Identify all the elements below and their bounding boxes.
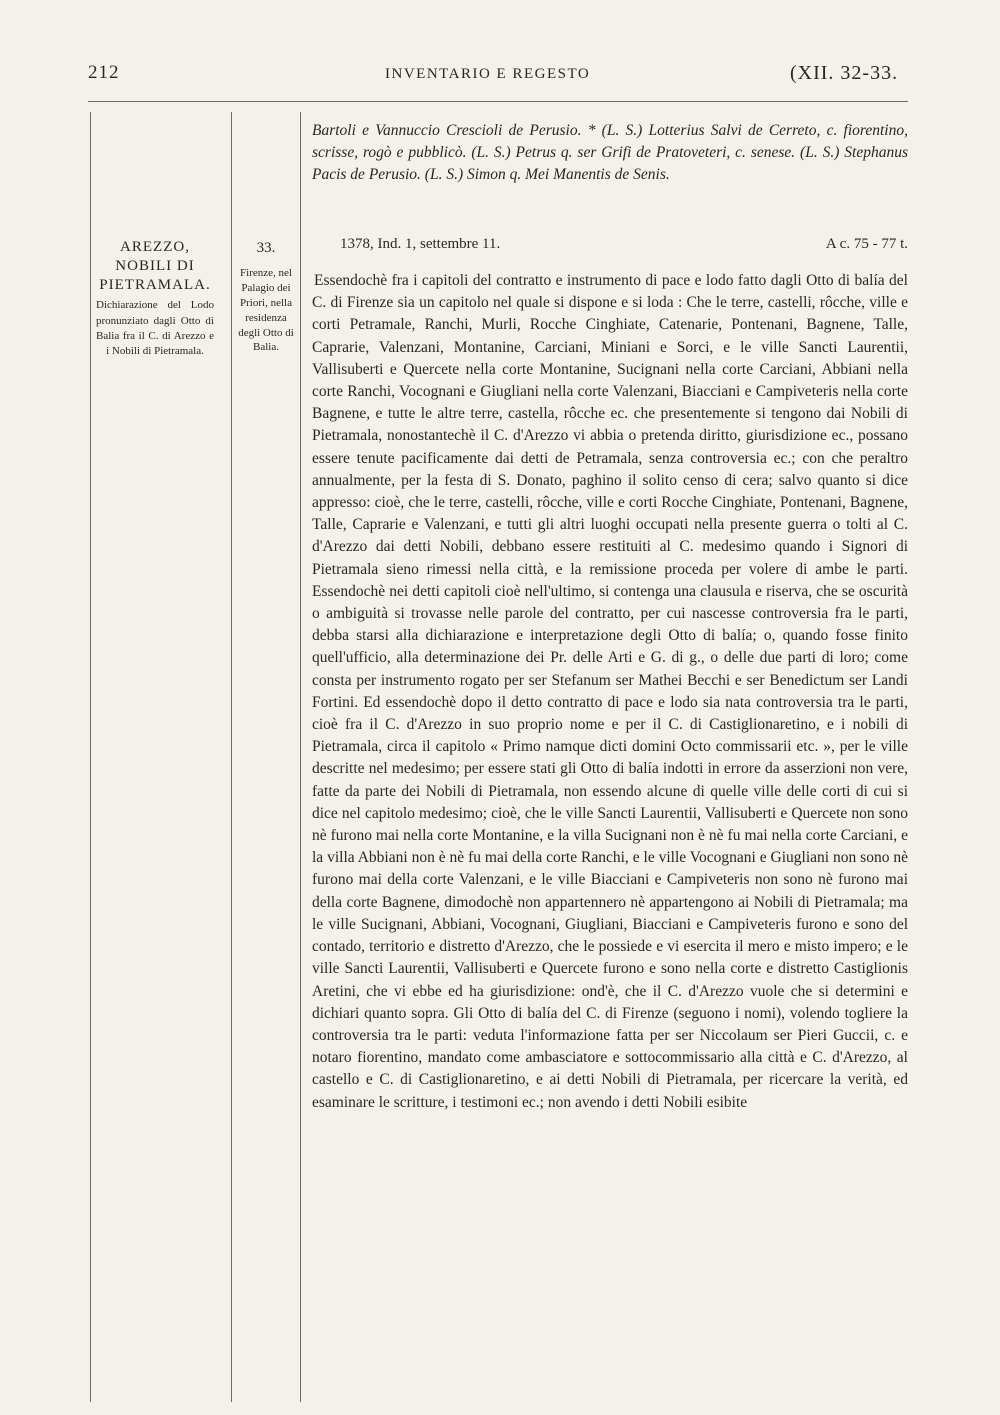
entry-body [312, 270, 908, 1114]
entry-archive-reference: A c. 75 - 77 t. [825, 236, 908, 252]
entry-paragraph: Essendochè fra i capitoli del contratto e instrumento di pace e lodo fatto dagli Otto di balía del C. di Firenze sia un capitolo nel quale si dispone e si loda : Che le terre, castelli, rôcche, ville e corti Petramale, Ranchi, Murli, Rocche Cinghiate, Catenarie, Pontenani, Bagnene, Talle, Caprarie, Valenzani, Montanine, Carciani, Miniani e Sorci, e le ville Sancti Laurentii, Vallisuberti e Quercete nella corte Montanine, Sucignani nella corte Carciani, Abbiani nella corte Ranchi, Vocognani e Giugliani nella corte Valenzani, Biacciani e Campiveteris nella corte Bagnene, e tutte le altre terre, castella, rôcche ec. che presentemente si tengono dai Nobili di Pietramala, nonostantechè il C. d'Arezzo vi abbia o pretenda diritto, giurisdizione ec., possano essere tenute pacificamente dai detti de Petramala, senza controversia ec.; con che peraltro annualmente, per la festa di S. Donato, paghino il solito censo di cera; salvo quanto si dice appresso: cioè, che le terre, castelli, rôcche, ville e corti Rocche Cinghiate, Pontenani, Bagnene, Talle, Caprarie e Valenzani, e tutti gli altri luoghi occupati nella presente guerra o tolti al C. d'Arezzo dai detti Nobili, debbano essere restituiti al C. medesimo quando i Signori di Pietramala sieno rimessi nella città, e la remissione proceda per volere di ambe le parti. Essendochè nei detti capitoli cioè nell'ultimo, si contenga una clausula e riserva, che se oscurità o ambiguità si trovasse nelle parole del contratto, per cui nascesse controversia fra le parti, debba starsi alla dichiarazione e interpretazione degli Otto di balía; o, quando fosse finito quell'ufficio, alla determinazione dei Pr. delle Arti e G. di g., o delle due parti di loro; come consta per instrumento rogato per ser Stefanum ser Mathei Becchi e ser Benedictum ser Landi Fortini. Ed essendochè dopo il detto contratto di pace e lodo sia nata controversia tra le parti, cioè fra il C. d'Arezzo in suo proprio nome e per il C. di Castiglionaretino, e i nobili di Pietramala, circa il capitolo « Primo namque dicti domini Octo commissarii etc. », per le ville descritte nel medesimo; per essere stati gli Otto di balía indotti in errore da asserzioni non vere, fatte da parte dei Nobili di Pietramala, non essendo alcune di quelle ville delle corti di cui si dice nel capitolo medesimo; cioè, che le ville Sancti Laurentii, Vallisuberti e Quercete non sono nè furono mai nella corte Montanine, e la villa Sucignani non è nè fu mai nella corte Carciani, e la villa Abbiani non è nè fu mai della corte Ranchi, e le ville Vocognani e Giugliani non sono nè furono mai della corte Valenzani, e le ville Biacciani e Campiveteris non sono nè furono mai della corte Bagnene, dimodochè non appartennero nè appartengono ai Nobili di Pietramala; ma le ville Sucignani, Abbiani, Vocognani, Giugliani, Biacciani e Campiveteris furono e sono del contado, territorio e distretto d'Arezzo, che le possiede e vi esercita il mero e misto impero; e le ville Sancti Laurentii, Vallisuberti e Quercete furono e sono nella corte e distretto Castiglionis Aretini, che vi ebbe ed ha giurisdizione: ond'è, che il C. d'Arezzo vuole che si determini e dichiari quanto sopra. Gli Otto di balía del C. di Firenze (seguono i nomi), volendo togliere la controversia tra le parti: veduta l'informazione fatta per ser Niccolaum ser Pieri Guccii, c. e notaro fiorentino, mandato come ambasciatore e sottocommissario alla città e C. d'Arezzo, al castello e C. di Castiglionaretino, e ai detti Nobili di Pietramala, per ricercare la verità, ed esaminare le scritture, i testimoni ec.; non avendo i detti Nobili esibite [312, 272, 908, 1111]
entry-number: 33. [256, 240, 276, 256]
intro-paragraph: Bartoli e Vannuccio Crescioli de Perusio. * (L. S.) Lotterius Salvi de Cerreto, c. fiorentino, scrisse, rogò e pubblicò. (L. S.) Petrus q. ser Grifi de Pratoveteri, c. senese. (L. S.) Stephanus Pacis de Perusio. (L. S.) Simon q. Mei Manentis de Senis. [312, 122, 908, 184]
entry-date: 1378, Ind. 1, settembre 11. [340, 236, 501, 252]
column-rule-left [90, 112, 91, 1402]
section-reference: (XII. 32-33. [790, 62, 899, 84]
column-rule-right [300, 112, 301, 1402]
entry-summary: Dichiarazione del Lodo pronunziato dagli Otto di Balia fra il C. di Arezzo e i Nobili di Pietramala. [96, 299, 214, 358]
running-title: INVENTARIO E REGESTO [385, 66, 591, 82]
entry-margin-left [96, 238, 214, 360]
column-rule-middle [231, 112, 232, 1402]
entry-place: AREZZO, NOBILI DI PIETRAMALA. [99, 239, 211, 293]
page-number: 212 [88, 62, 120, 83]
running-header [0, 62, 1000, 98]
entry-location: Firenze, nel Palagio dei Priori, nella residenza degli Otto di Balia. [238, 267, 294, 354]
header-rule [88, 101, 908, 102]
entry-margin-middle [233, 238, 299, 355]
